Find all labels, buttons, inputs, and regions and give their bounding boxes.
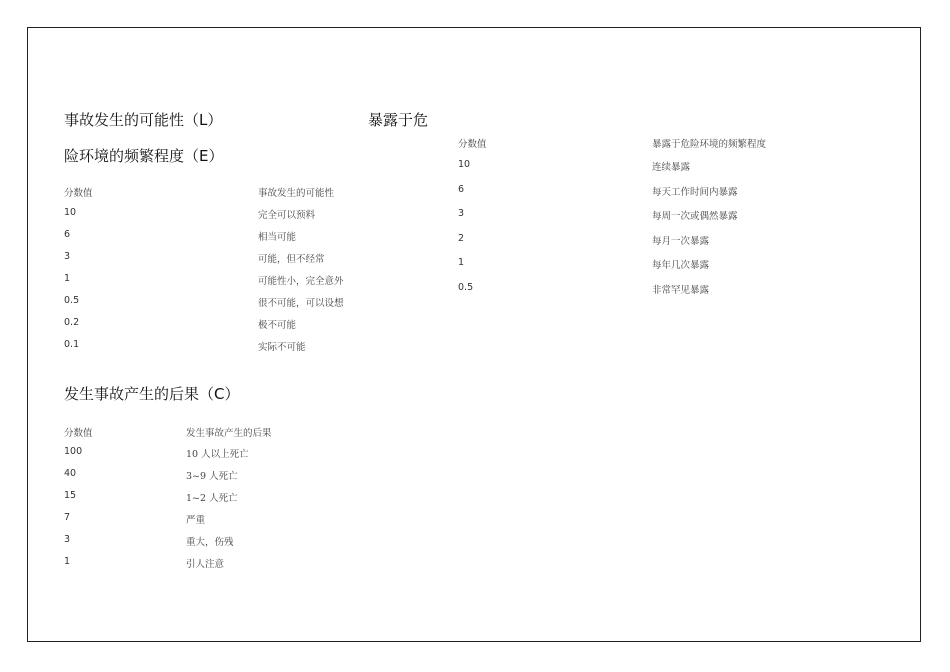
table-row-score: 10 bbox=[458, 159, 471, 170]
title-exposure-e-part1: 暴露于危 bbox=[368, 111, 429, 129]
table-row-score: 1 bbox=[64, 556, 71, 567]
table-row-score: 0.1 bbox=[64, 339, 80, 350]
table-row-desc: 完全可以预料 bbox=[258, 210, 316, 221]
table-row-score: 0.5 bbox=[458, 282, 474, 293]
table-row-desc: 极不可能 bbox=[258, 320, 297, 331]
table-row-score: 15 bbox=[64, 490, 77, 501]
table-row-desc: 3~9 人死亡 bbox=[186, 471, 238, 482]
table-row-desc: 非常罕见暴露 bbox=[652, 285, 710, 296]
table-row-desc: 每月一次暴露 bbox=[652, 236, 710, 247]
table-row-score: 1 bbox=[64, 273, 71, 284]
title-consequence-c: 发生事故产生的后果（C） bbox=[64, 385, 240, 403]
table-row-score: 6 bbox=[64, 229, 71, 240]
table-row-desc: 严重 bbox=[186, 515, 206, 526]
table-header-consequence: 发生事故产生的后果 bbox=[186, 428, 272, 439]
table-row-score: 0.5 bbox=[64, 295, 80, 306]
table-row-desc: 引人注意 bbox=[186, 559, 225, 570]
table-row-desc: 每天工作时间内暴露 bbox=[652, 187, 738, 198]
table-row-score: 10 bbox=[64, 207, 77, 218]
table-row-score: 1 bbox=[458, 257, 465, 268]
table-row-score: 3 bbox=[458, 208, 465, 219]
table-row-desc: 每周一次或偶然暴露 bbox=[652, 211, 738, 222]
table-header-exposure: 暴露于危险环境的频繁程度 bbox=[652, 139, 767, 150]
table-row-score: 40 bbox=[64, 468, 77, 479]
table-row-desc: 1~2 人死亡 bbox=[186, 493, 238, 504]
title-likelihood-l: 事故发生的可能性（L） bbox=[64, 111, 223, 129]
table-row-score: 2 bbox=[458, 233, 465, 244]
table-header-score: 分数值 bbox=[64, 188, 93, 199]
table-row-desc: 10 人以上死亡 bbox=[186, 449, 249, 460]
table-row-desc: 连续暴露 bbox=[652, 162, 691, 173]
table-row-desc: 每年几次暴露 bbox=[652, 260, 710, 271]
table-row-desc: 实际不可能 bbox=[258, 342, 306, 353]
table-header-likelihood: 事故发生的可能性 bbox=[258, 188, 335, 199]
table-header-score: 分数值 bbox=[458, 139, 487, 150]
table-row-desc: 可能性小，完全意外 bbox=[258, 276, 344, 287]
table-header-score: 分数值 bbox=[64, 428, 93, 439]
title-exposure-e-part2: 险环境的频繁程度（E） bbox=[64, 147, 224, 165]
table-row-score: 100 bbox=[64, 446, 83, 457]
table-row-score: 3 bbox=[64, 251, 71, 262]
table-row-score: 0.2 bbox=[64, 317, 80, 328]
table-row-desc: 可能，但不经常 bbox=[258, 254, 325, 265]
table-row-desc: 很不可能，可以设想 bbox=[258, 298, 344, 309]
table-row-score: 3 bbox=[64, 534, 71, 545]
table-row-desc: 重大，伤残 bbox=[186, 537, 234, 548]
table-row-desc: 相当可能 bbox=[258, 232, 297, 243]
table-row-score: 7 bbox=[64, 512, 71, 523]
table-row-score: 6 bbox=[458, 184, 465, 195]
